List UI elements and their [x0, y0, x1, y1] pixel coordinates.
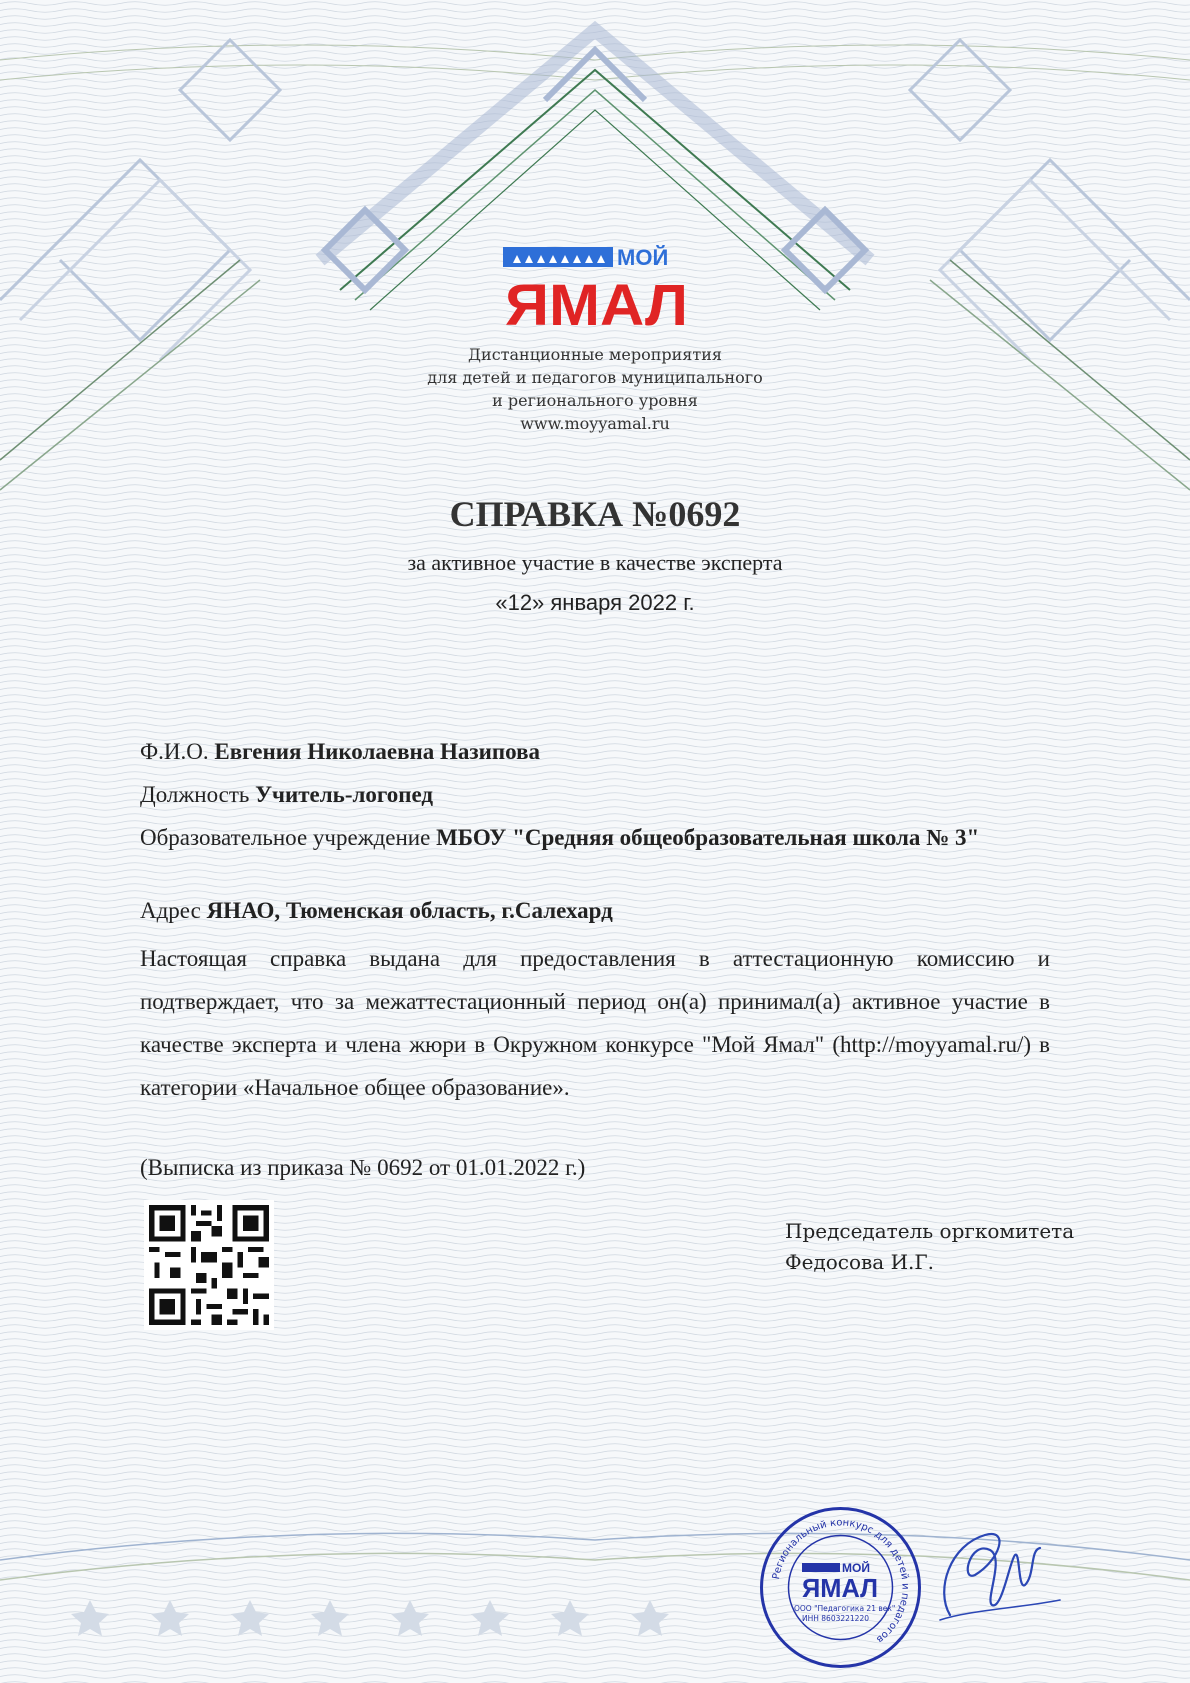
signatory-block [785, 1216, 1105, 1278]
organizer-website: www.moyyamal.ru [520, 414, 670, 433]
institution-value: МБОУ "Средняя общеобразовательная школа № 3" [436, 825, 980, 850]
stamp-center-main: ЯМАЛ [802, 1573, 878, 1603]
position-value: Учитель-логопед [255, 782, 434, 807]
organizer-line-2: для детей и педагогов муниципального [427, 368, 763, 387]
qr-code [144, 1200, 274, 1330]
logo-top-text: МОЙ [617, 245, 669, 270]
official-stamp [758, 1505, 923, 1670]
stamp-center-top: МОЙ [842, 1561, 870, 1575]
order-extract: (Выписка из приказа № 0692 от 01.01.2022 г.) [140, 1155, 586, 1180]
fio-row [140, 730, 1050, 773]
position-row [140, 773, 1050, 816]
recipient-fields [140, 730, 1050, 859]
document-title: СПРАВКА №0692 [449, 494, 741, 534]
organizer-line-3: и регионального уровня [492, 391, 698, 410]
stamp-ring-text: Региональный конкурс для детей и педагогов [771, 1517, 911, 1645]
handwritten-signature [930, 1520, 1070, 1630]
stamp-org-line: ООО "Педагогика 21 век" [794, 1604, 896, 1613]
institution-label: Образовательное учреждение [140, 825, 431, 850]
institution-row [140, 816, 1050, 859]
address-row [140, 889, 1050, 932]
certificate-body-text: Настоящая справка выдана для предоставления в аттестационную комиссию и подтверждает, что за межаттестационный период он(а) принимал(а) активное участие в качестве эксперта и члена жюри в Окружном конкурсе "Мой Ямал" (http://moyyamal.ru/) в категории «Начальное общее образование». [140, 946, 1050, 1100]
address-value: ЯНАО, Тюменская область, г.Салехард [206, 898, 613, 923]
fio-label: Ф.И.О. [140, 739, 209, 764]
address-block [140, 889, 1050, 932]
document-date: «12» января 2022 г. [495, 590, 695, 615]
signatory-role: Председатель оргкомитета [785, 1219, 1075, 1243]
address-label: Адрес [140, 898, 201, 923]
organizer-line-1: Дистанционные мероприятия [468, 345, 722, 364]
organizer-info [345, 343, 845, 435]
fio-value: Евгения Николаевна Назипова [214, 739, 541, 764]
moy-yamal-logo [503, 245, 693, 335]
logo-main-text: ЯМАЛ [505, 273, 688, 335]
document-subtitle: за активное участие в качестве эксперта [407, 550, 783, 575]
signatory-name: Федосова И.Г. [785, 1250, 934, 1274]
stamp-inn-line: ИНН 8603221220 [802, 1614, 869, 1623]
position-label: Должность [140, 782, 250, 807]
